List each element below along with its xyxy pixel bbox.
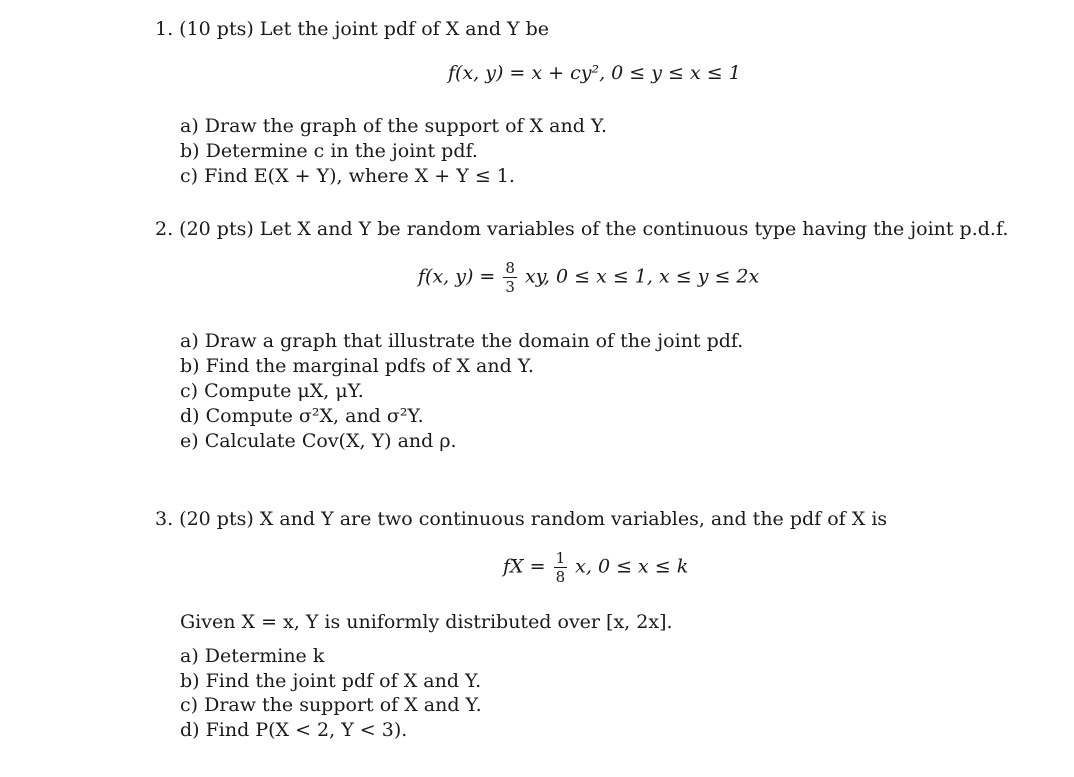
- question-1-item-b: b) Determine c in the joint pdf.: [180, 140, 478, 162]
- question-2-item-e: e) Calculate Cov(X, Y) and ρ.: [180, 430, 457, 452]
- question-2-fraction-denominator: 3: [505, 278, 515, 296]
- question-3-item-a: a) Determine k: [180, 645, 325, 667]
- question-3-head: 3. (20 pts) X and Y are two continuous random variables, and the pdf of X is: [155, 508, 888, 530]
- question-3-formula-lhs: fX =: [503, 555, 546, 578]
- question-3-fraction: [554, 549, 568, 586]
- question-2-head: 2. (20 pts) Let X and Y be random variables of the continuous type having the joint p.d.f.: [155, 218, 1009, 240]
- question-1-formula: f(x, y) = x + cy², 0 ≤ y ≤ x ≤ 1: [448, 62, 741, 84]
- question-3-formula-rhs: x, 0 ≤ x ≤ k: [575, 555, 689, 578]
- question-2-formula-lhs: f(x, y) =: [418, 265, 496, 288]
- question-1-head: 1. (10 pts) Let the joint pdf of X and Y be: [155, 18, 550, 40]
- question-2-formula: [418, 259, 759, 296]
- question-2-fraction: [503, 259, 517, 296]
- question-1-item-c: c) Find E(X + Y), where X + Y ≤ 1.: [180, 165, 515, 187]
- question-2-item-a: a) Draw a graph that illustrate the domain of the joint pdf.: [180, 330, 744, 352]
- question-3-item-c: c) Draw the support of X and Y.: [180, 694, 482, 716]
- question-3-fraction-numerator: 1: [555, 549, 566, 567]
- question-3-fraction-denominator: 8: [555, 568, 566, 586]
- question-2-item-c: c) Compute μX, μY.: [180, 380, 364, 402]
- question-2-fraction-numerator: 8: [505, 259, 515, 277]
- question-2-formula-rhs: xy, 0 ≤ x ≤ 1, x ≤ y ≤ 2x: [525, 265, 760, 288]
- question-3-item-d: d) Find P(X < 2, Y < 3).: [180, 719, 408, 741]
- question-1-item-a: a) Draw the graph of the support of X and Y.: [180, 115, 608, 137]
- question-3-given: Given X = x, Y is uniformly distributed over [x, 2x].: [180, 611, 673, 633]
- question-3-formula: [503, 549, 688, 586]
- question-3-item-b: b) Find the joint pdf of X and Y.: [180, 670, 482, 692]
- question-2-item-d: d) Compute σ²X, and σ²Y.: [180, 405, 424, 427]
- question-2-item-b: b) Find the marginal pdfs of X and Y.: [180, 355, 534, 377]
